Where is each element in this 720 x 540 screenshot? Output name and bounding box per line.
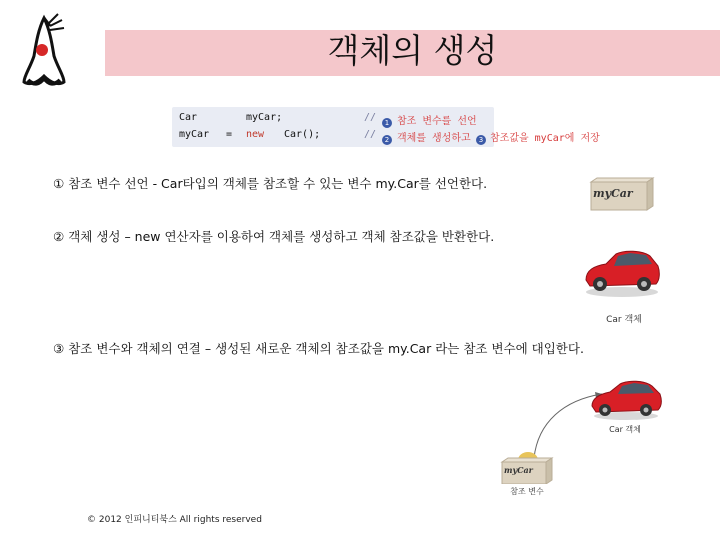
car-object-caption-2: Car 객체 xyxy=(609,425,641,434)
mycar-box-caption-2: 참조 변수 xyxy=(510,487,544,496)
step-badge-1: 1 xyxy=(382,112,392,131)
car-object-image xyxy=(580,240,664,300)
step-1-marker: ① xyxy=(53,176,65,191)
duke-logo xyxy=(14,12,74,90)
code-comment-3: 참조값을 myCar에 저장 xyxy=(490,133,600,144)
code-snippet xyxy=(172,107,600,147)
car-object-caption: Car 객체 xyxy=(606,315,642,325)
code-var: myCar; xyxy=(246,112,283,123)
code-comment-2: 객체를 생성하고 xyxy=(397,133,471,144)
mycar-box-label: myCar xyxy=(593,187,633,200)
code-comment-prefix-2: // xyxy=(364,129,377,140)
step-badge-2: 2 xyxy=(382,129,392,148)
code-equals: = xyxy=(226,129,233,140)
step-2-marker: ② xyxy=(53,229,65,244)
step-3-marker: ③ xyxy=(53,341,65,356)
code-comment-1: 참조 변수를 선언 xyxy=(397,116,477,127)
step-2 xyxy=(53,227,494,245)
code-type: Car xyxy=(179,112,198,123)
step-3 xyxy=(53,339,584,357)
step-3-text: 참조 변수와 객체의 연결 – 생성된 새로운 객체의 참조값을 my.Car 라는 참조 변수에 대입한다. xyxy=(68,341,584,356)
mycar-box-label-2: myCar xyxy=(504,465,533,475)
code-var-2: myCar xyxy=(179,129,210,140)
code-constructor-call: Car(); xyxy=(284,129,321,140)
code-new-keyword: new xyxy=(246,129,265,140)
mycar-box-image-2 xyxy=(498,448,554,484)
step-badge-3: 3 xyxy=(476,129,486,148)
car-object-image-2 xyxy=(588,372,666,422)
step-2-text: 객체 생성 – new 연산자를 이용하여 객체를 생성하고 객체 참조값을 반환한다. xyxy=(68,229,495,244)
step-1 xyxy=(53,174,487,192)
page-title: 객체의 생성 xyxy=(327,31,498,70)
mycar-box-image xyxy=(585,176,655,212)
copyright-footer: © 2012 인피니티북스 All rights reserved xyxy=(87,515,262,525)
step-1-text: 참조 변수 선언 - Car타입의 객체를 참조할 수 있는 변수 my.Car를 선언한다. xyxy=(68,176,488,191)
code-comment-prefix: // xyxy=(364,112,377,123)
